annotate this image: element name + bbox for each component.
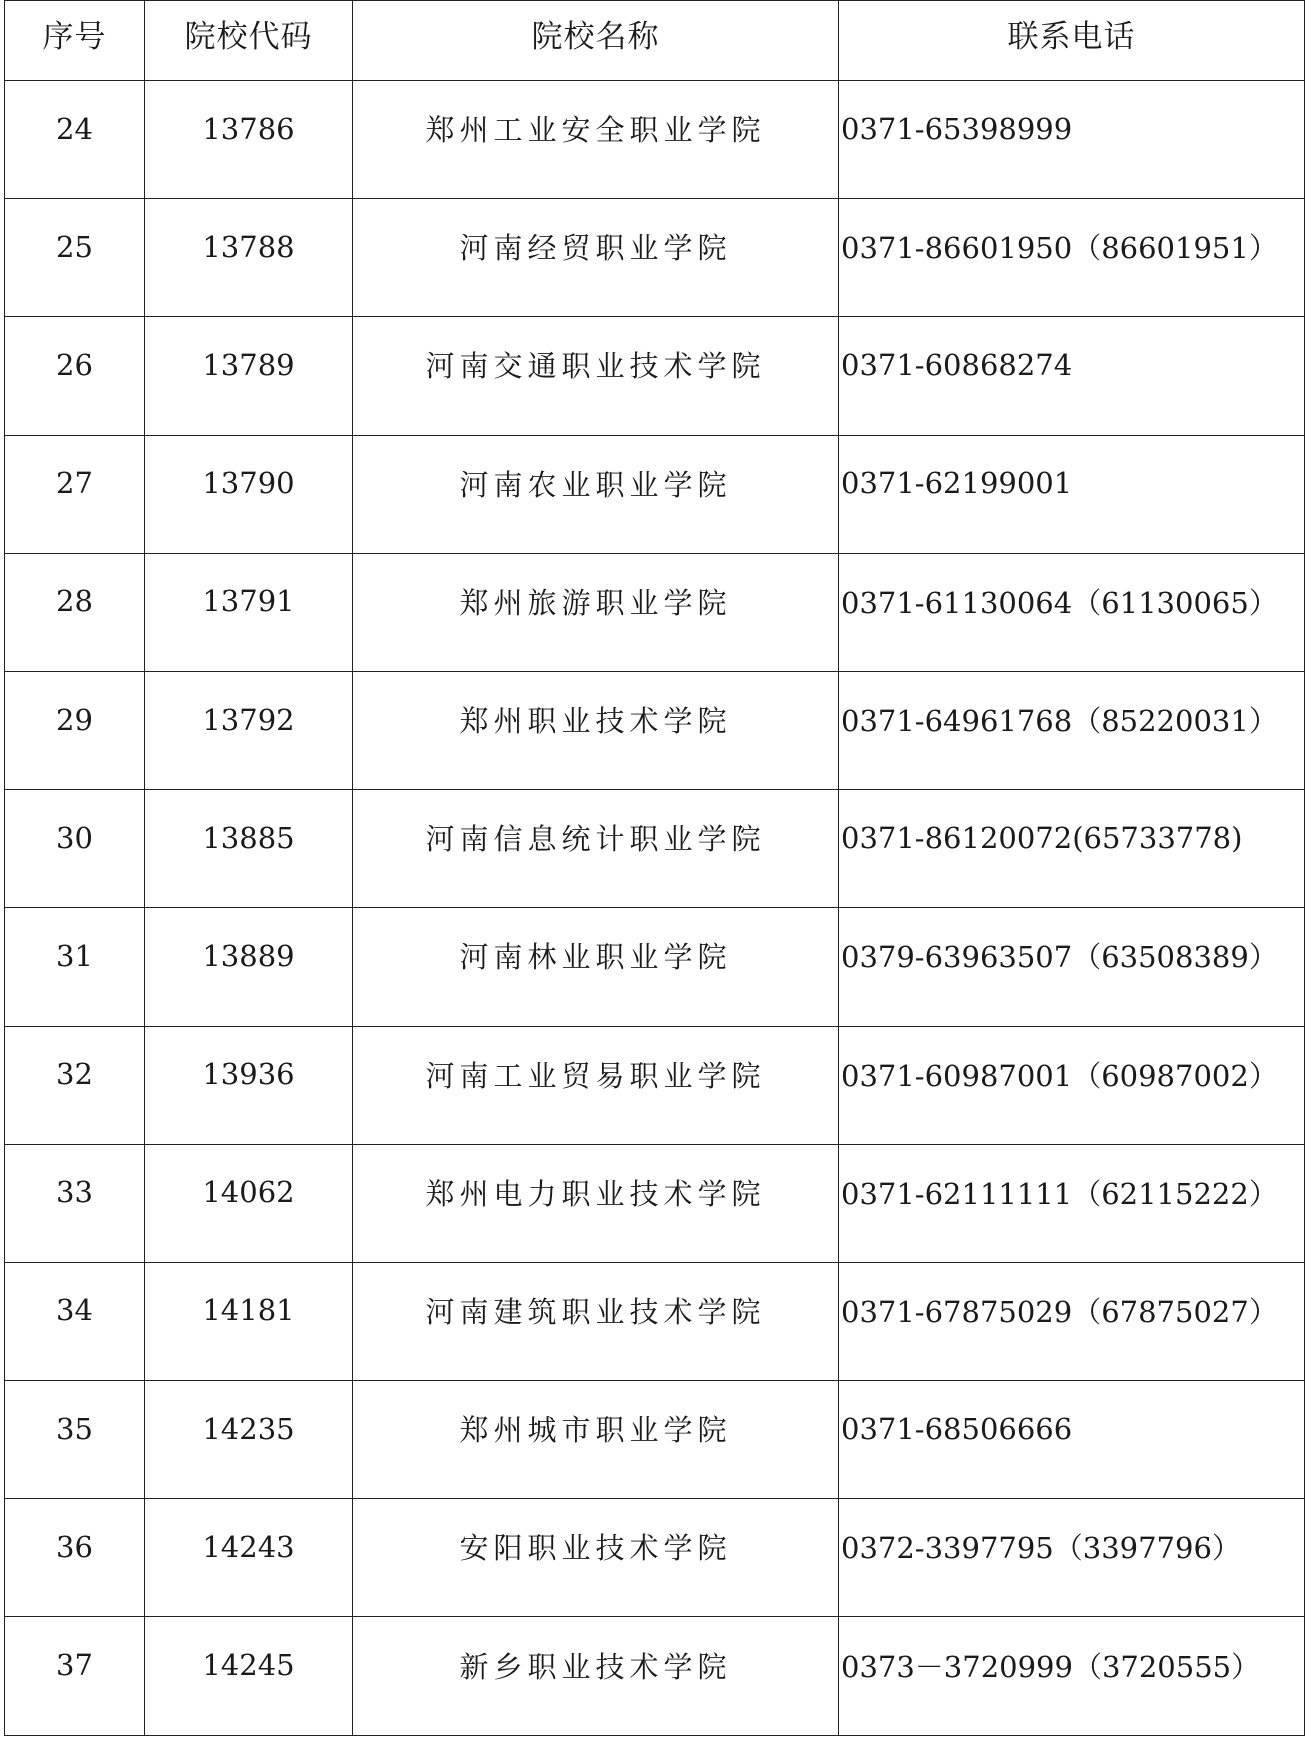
- cell-name: 郑州工业安全职业学院: [353, 81, 839, 199]
- cell-name: 河南信息统计职业学院: [353, 790, 839, 908]
- cell-seq: 35: [5, 1381, 145, 1499]
- header-name: 院校名称: [353, 1, 839, 81]
- cell-phone: 0371-65398999: [839, 81, 1305, 199]
- header-phone: 联系电话: [839, 1, 1305, 81]
- cell-phone: 0372-3397795（3397796）: [839, 1499, 1305, 1617]
- cell-phone: 0371-86120072(65733778): [839, 790, 1305, 908]
- cell-code: 13885: [145, 790, 353, 908]
- cell-code: 13790: [145, 435, 353, 553]
- cell-code: 14062: [145, 1144, 353, 1262]
- cell-phone: 0373－3720999（3720555）: [839, 1617, 1305, 1735]
- cell-phone: 0371-68506666: [839, 1381, 1305, 1499]
- cell-code: 14243: [145, 1499, 353, 1617]
- cell-name: 河南工业贸易职业学院: [353, 1026, 839, 1144]
- college-contact-table-page: [4, 0, 1304, 1736]
- cell-code: 14181: [145, 1262, 353, 1380]
- cell-phone: 0371-60868274: [839, 317, 1305, 435]
- table-row: [5, 1617, 1305, 1735]
- cell-code: 13789: [145, 317, 353, 435]
- cell-seq: 25: [5, 199, 145, 317]
- cell-code: 13788: [145, 199, 353, 317]
- cell-phone: 0371-67875029（67875027）: [839, 1262, 1305, 1380]
- cell-seq: 34: [5, 1262, 145, 1380]
- table-row: [5, 1144, 1305, 1262]
- cell-phone: 0371-61130064（61130065）: [839, 553, 1305, 671]
- cell-phone: 0371-62199001: [839, 435, 1305, 553]
- cell-phone: 0371-60987001（60987002）: [839, 1026, 1305, 1144]
- table-row: [5, 790, 1305, 908]
- cell-seq: 28: [5, 553, 145, 671]
- cell-seq: 36: [5, 1499, 145, 1617]
- cell-code: 14235: [145, 1381, 353, 1499]
- table-row: [5, 435, 1305, 553]
- cell-phone: 0371-62111111（62115222）: [839, 1144, 1305, 1262]
- cell-phone: 0379-63963507（63508389）: [839, 908, 1305, 1026]
- cell-code: 13786: [145, 81, 353, 199]
- header-row: [5, 1, 1305, 81]
- cell-name: 新乡职业技术学院: [353, 1617, 839, 1735]
- cell-code: 13792: [145, 671, 353, 789]
- cell-code: 13791: [145, 553, 353, 671]
- cell-name: 郑州旅游职业学院: [353, 553, 839, 671]
- table-row: [5, 199, 1305, 317]
- table-row: [5, 81, 1305, 199]
- table-row: [5, 553, 1305, 671]
- cell-code: 13936: [145, 1026, 353, 1144]
- cell-code: 14245: [145, 1617, 353, 1735]
- cell-seq: 29: [5, 671, 145, 789]
- cell-seq: 31: [5, 908, 145, 1026]
- college-contact-table: [4, 0, 1305, 1736]
- table-header: [5, 1, 1305, 81]
- cell-seq: 27: [5, 435, 145, 553]
- cell-name: 河南建筑职业技术学院: [353, 1262, 839, 1380]
- table-row: [5, 908, 1305, 1026]
- cell-phone: 0371-86601950（86601951）: [839, 199, 1305, 317]
- header-code: 院校代码: [145, 1, 353, 81]
- cell-name: 郑州城市职业学院: [353, 1381, 839, 1499]
- cell-phone: 0371-64961768（85220031）: [839, 671, 1305, 789]
- table-row: [5, 317, 1305, 435]
- table-row: [5, 1262, 1305, 1380]
- cell-seq: 32: [5, 1026, 145, 1144]
- table-row: [5, 1381, 1305, 1499]
- cell-seq: 24: [5, 81, 145, 199]
- table-body: [5, 81, 1305, 1736]
- table-row: [5, 671, 1305, 789]
- cell-name: 安阳职业技术学院: [353, 1499, 839, 1617]
- cell-name: 河南林业职业学院: [353, 908, 839, 1026]
- cell-code: 13889: [145, 908, 353, 1026]
- cell-name: 河南交通职业技术学院: [353, 317, 839, 435]
- cell-name: 河南经贸职业学院: [353, 199, 839, 317]
- cell-seq: 26: [5, 317, 145, 435]
- table-row: [5, 1026, 1305, 1144]
- cell-name: 郑州电力职业技术学院: [353, 1144, 839, 1262]
- cell-seq: 37: [5, 1617, 145, 1735]
- cell-seq: 33: [5, 1144, 145, 1262]
- table-row: [5, 1499, 1305, 1617]
- header-seq: 序号: [5, 1, 145, 81]
- cell-name: 河南农业职业学院: [353, 435, 839, 553]
- cell-name: 郑州职业技术学院: [353, 671, 839, 789]
- cell-seq: 30: [5, 790, 145, 908]
